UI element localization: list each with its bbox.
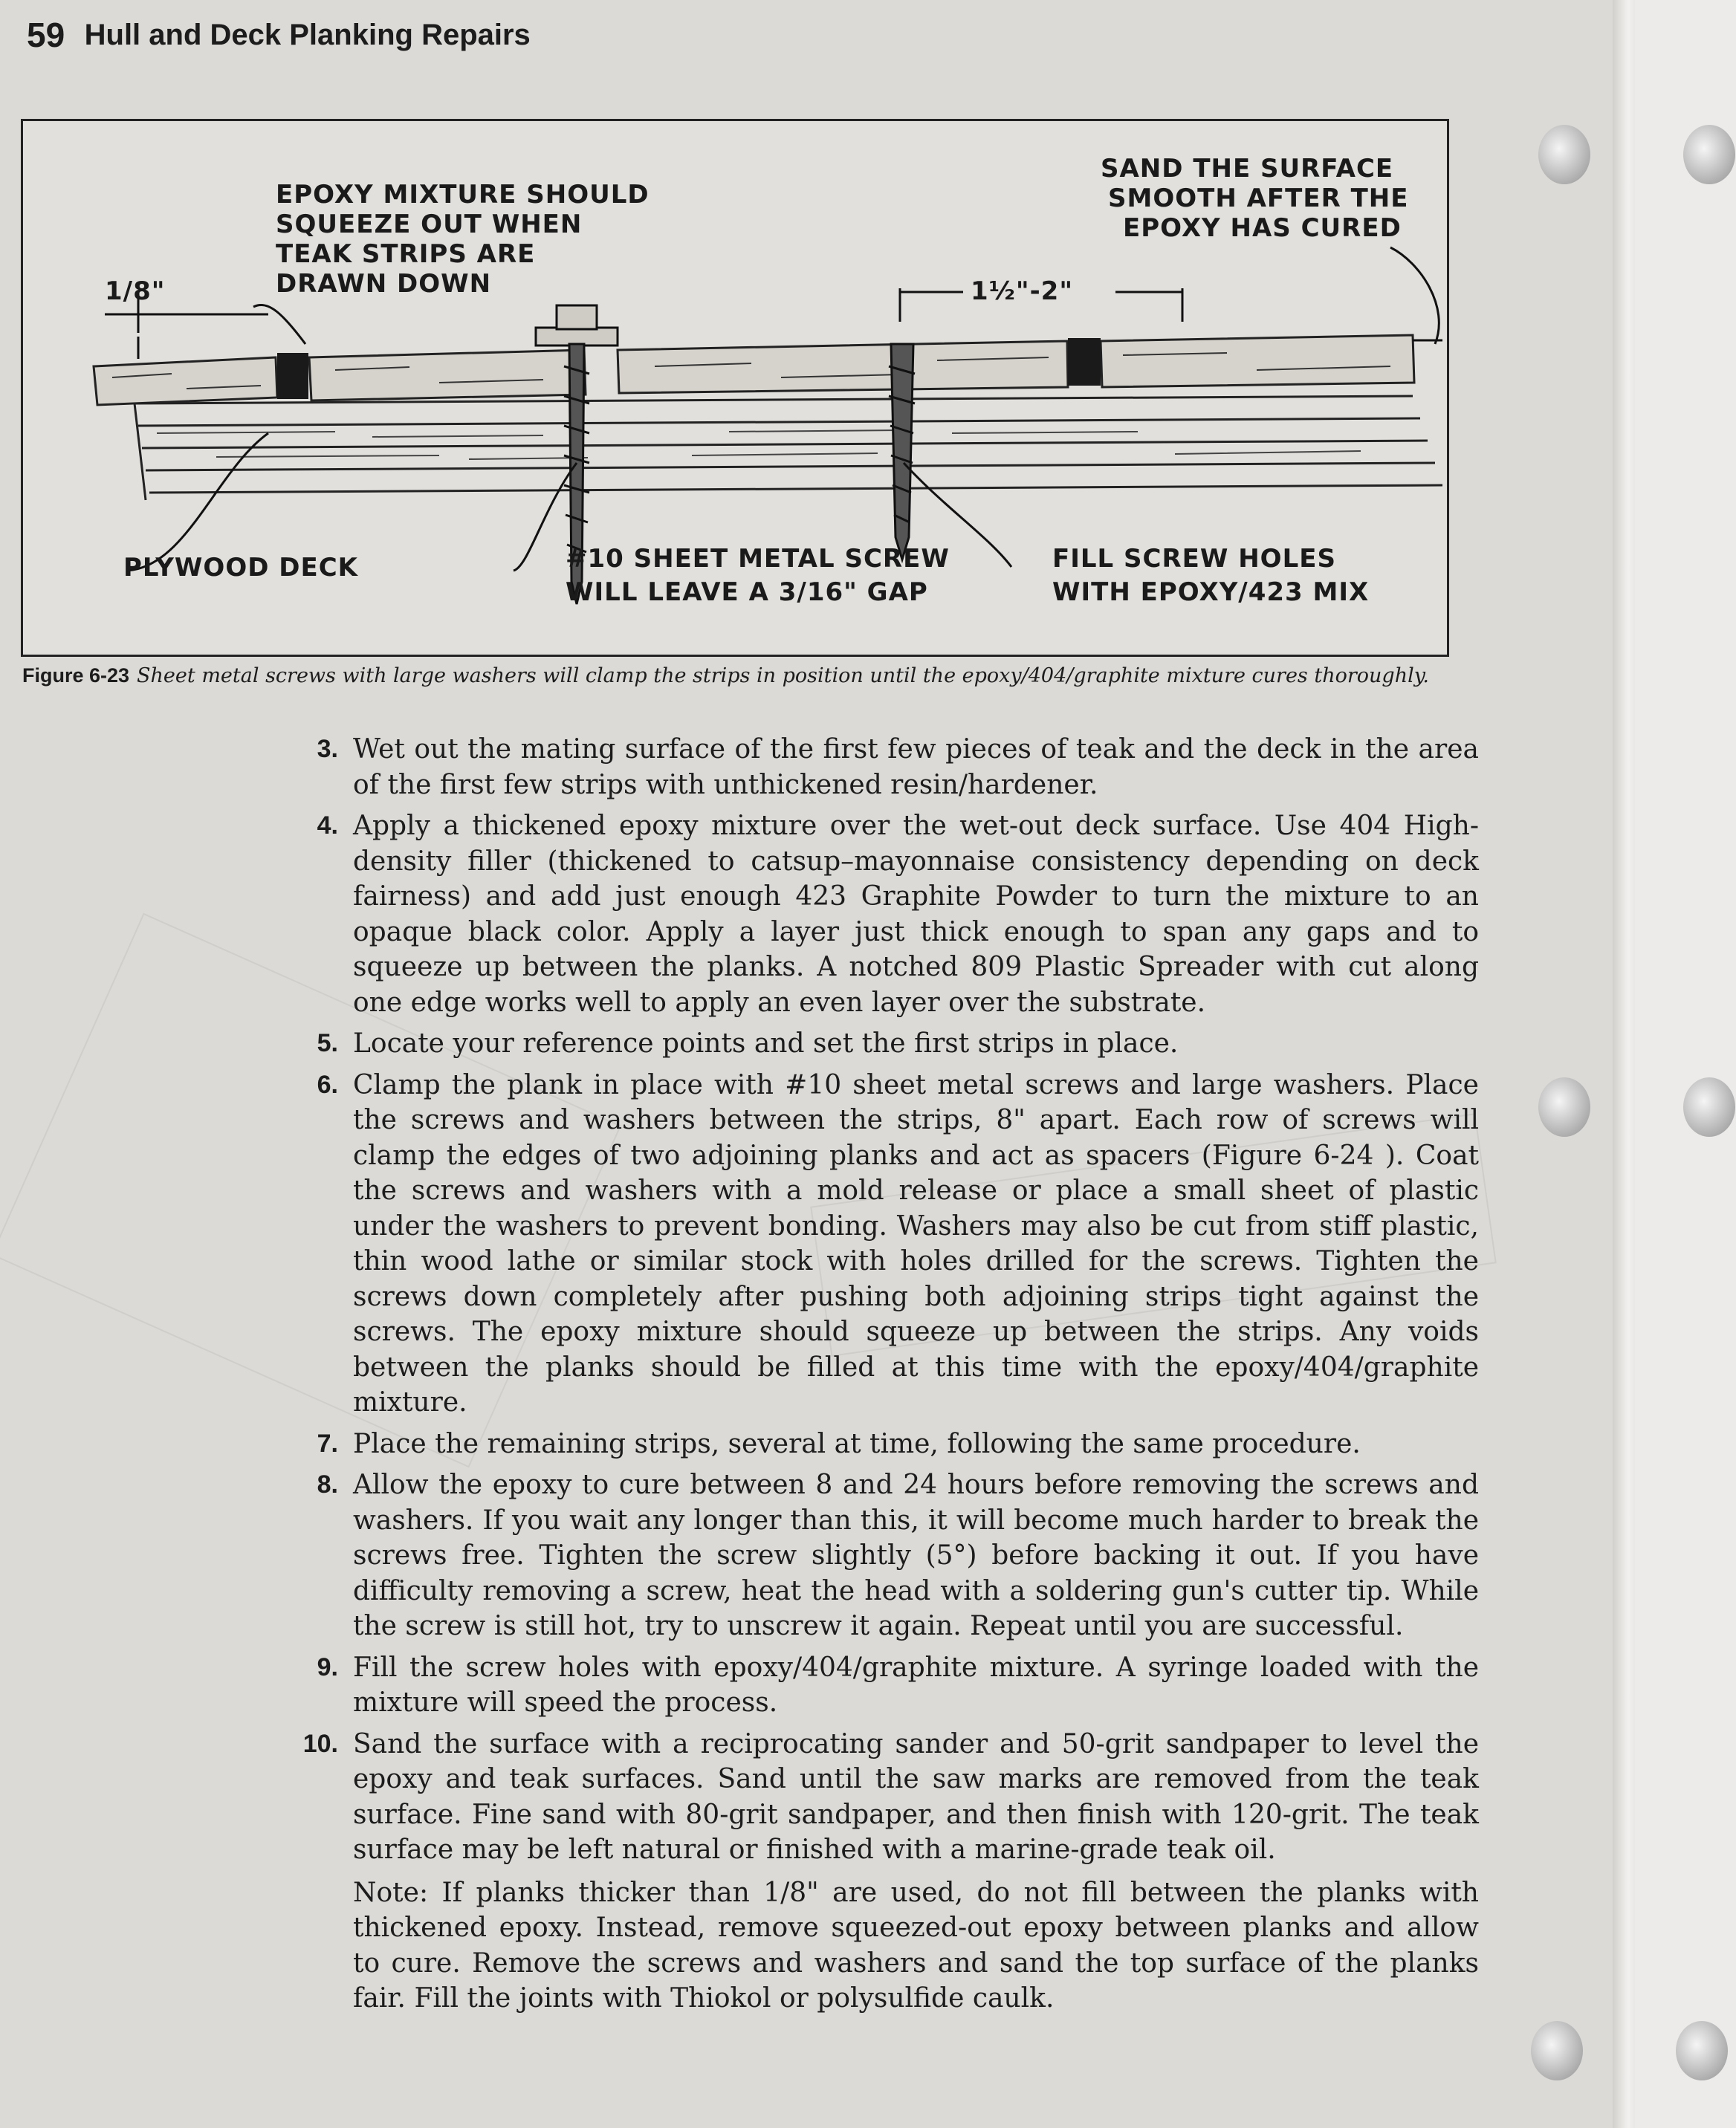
step-number: 4. (317, 811, 338, 840)
step-3 (297, 732, 1479, 802)
fill-note-line-1: FILL SCREW HOLES (1052, 544, 1336, 574)
caption-label: Figure 6-23 (22, 664, 130, 687)
punch-hole (1683, 125, 1735, 184)
step-number: 9. (317, 1652, 338, 1681)
squeeze-note-line-1: EPOXY MIXTURE SHOULD (276, 180, 650, 210)
deck-cross-section-drawing (23, 121, 1447, 655)
sand-note-line-1: SAND THE SURFACE (1101, 154, 1394, 184)
fill-note-line-2: WITH EPOXY/423 MIX (1052, 577, 1370, 607)
figure-6-23 (21, 119, 1449, 657)
step-number: 8. (317, 1470, 338, 1499)
procedure-steps (297, 732, 1479, 2017)
step-text: Locate your reference points and set the first strips in place. (353, 1028, 1179, 1059)
page-edge (1613, 0, 1635, 2128)
punch-hole (1683, 1077, 1735, 1137)
plywood-label: PLYWOOD DECK (123, 553, 359, 583)
punch-hole (1531, 2021, 1583, 2080)
step-4 (297, 808, 1479, 1020)
step-text: Sand the surface with a reciprocating sander and 50-grit sandpaper to level the epoxy and teak surfaces. Sand until the saw marks are removed from the teak surface. Fine sand with 80-grit sandpaper, and then finish with 120-grit. The teak surface may be left natural or finished with a marine-grade teak oil. (353, 1728, 1479, 1865)
step-5 (297, 1026, 1479, 1062)
planking-note: Note: If planks thicker than 1/8" are used, do not fill between the planks with thickened epoxy. Instead, remove squeezed-out epoxy between planks and allow to cure. Remove the screws and washers and sand the top surface of the planks fair. Fill the joints with Thiokol or polysulfide caulk. (353, 1877, 1479, 2014)
sand-note-line-2: SMOOTH AFTER THE (1108, 184, 1409, 213)
step-8 (297, 1467, 1479, 1644)
screw-right (889, 344, 915, 559)
page-header (27, 15, 531, 55)
step-number: 3. (317, 735, 338, 763)
step-6 (297, 1068, 1479, 1421)
punch-hole (1538, 125, 1590, 184)
sand-note-line-3: EPOXY HAS CURED (1123, 213, 1402, 243)
plywood-layers (135, 396, 1442, 500)
page-number: 59 (27, 16, 65, 54)
squeeze-note-line-3: TEAK STRIPS ARE (276, 239, 536, 269)
punch-hole (1676, 2021, 1728, 2080)
binder-margin (1635, 0, 1736, 2128)
spacing-label: 1½"-2" (971, 276, 1074, 306)
squeeze-note-line-4: DRAWN DOWN (276, 269, 492, 299)
screw-note-line-1: #10 SHEET METAL SCREW (566, 544, 950, 574)
step-text: Wet out the mating surface of the first few pieces of teak and the deck in the area of the first few strips with unthickened resin/hardener. (353, 734, 1479, 800)
step-9 (297, 1650, 1479, 1721)
step-text: Place the remaining strips, several at time, following the same procedure. (353, 1428, 1361, 1459)
squeeze-note-line-2: SQUEEZE OUT WHEN (276, 210, 583, 239)
step-7 (297, 1427, 1479, 1462)
running-title: Hull and Deck Planking Repairs (84, 18, 531, 51)
step-text: Apply a thickened epoxy mixture over the wet-out deck surface. Use 404 High-density filler (thickened to catsup–mayonnaise consistency depending on deck fairness) and add just enough 423 Graphite Powder to turn the mixture to an opaque black color. Apply a layer just thick enough to span any gaps and to squeeze up between the planks. A notched 809 Plastic Spreader with cut along one edge works well to apply an even layer over the substrate. (353, 811, 1479, 1018)
caption-text: Sheet metal screws with large washers will clamp the strips in position until the epoxy/404/graphite mixture cures thoroughly. (137, 664, 1429, 687)
punch-hole (1538, 1077, 1590, 1137)
step-text: Fill the screw holes with epoxy/404/graphite mixture. A syringe loaded with the mixture will speed the process. (353, 1652, 1479, 1718)
step-10 (297, 1727, 1479, 1868)
step-text: Clamp the plank in place with #10 sheet metal screws and large washers. Place the screws and washers between the strips, 8" apart. Each row of screws will clamp the edges of two adjoining planks and act as spacers (Figure 6-24 ). Coat the screws and washers with a mold release or place a small sheet of plastic under the washers to prevent bonding. Washers may also be cut from stiff plastic, thin wood lathe or similar stock with holes drilled for the screws. Tighten the screws down completely after pushing both adjoining strips tight against the screws. The epoxy mixture should squeeze up between the strips. Any voids between the planks should be filled at this time with the epoxy/404/graphite mixture. (353, 1069, 1479, 1418)
step-text: Allow the epoxy to cure between 8 and 24 hours before removing the screws and washers. If you wait any longer than this, it will become much harder to break the screws free. Tighten the screw slightly (5°) before backing it out. If you have difficulty removing a screw, heat the head with a soldering gun's cutter tip. While the screw is still hot, try to unscrew it again. Repeat until you are successful. (353, 1470, 1479, 1641)
step-number: 5. (317, 1029, 338, 1057)
step-number: 6. (317, 1070, 338, 1099)
screw-note-line-2: WILL LEAVE A 3/16" GAP (566, 577, 928, 607)
step-number: 10. (302, 1729, 338, 1758)
thickness-label: 1/8" (105, 276, 166, 306)
figure-caption (22, 661, 1449, 690)
step-number: 7. (317, 1429, 338, 1458)
